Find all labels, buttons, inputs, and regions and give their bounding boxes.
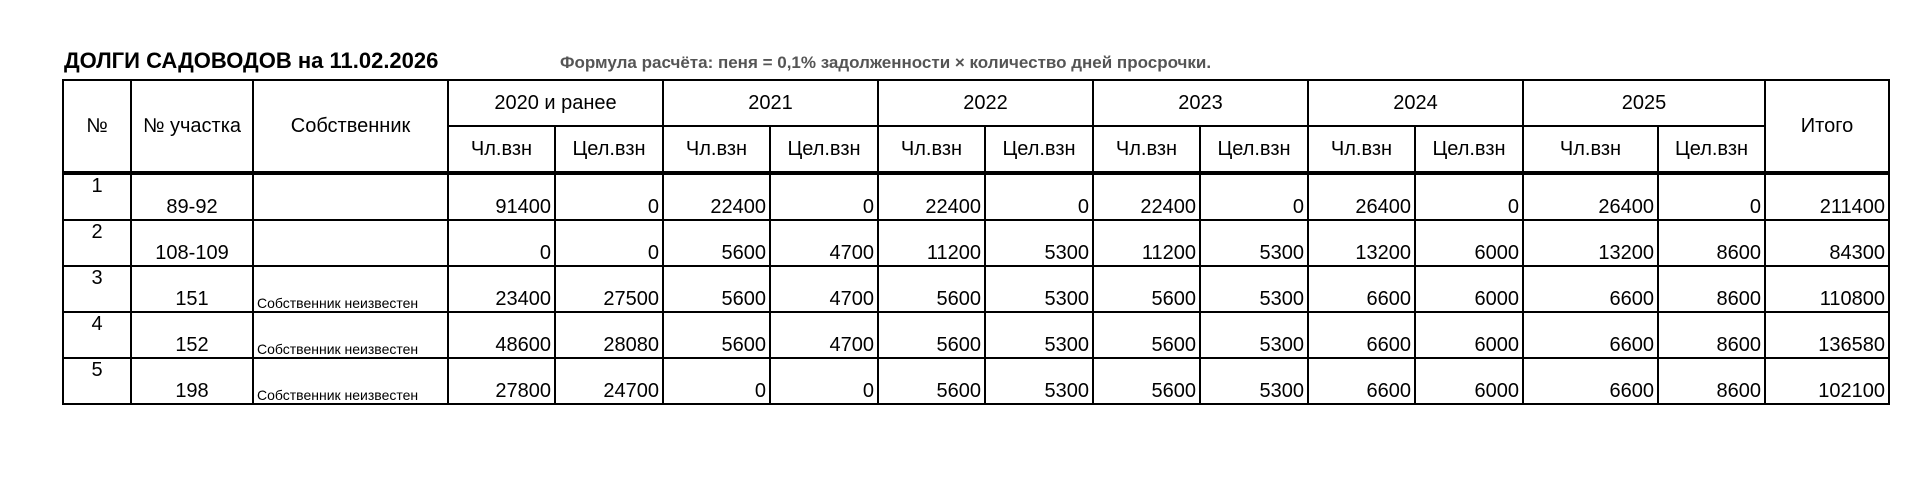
header-member-fee: Чл.взн bbox=[448, 126, 555, 172]
header-year: 2023 bbox=[1093, 80, 1308, 126]
row-num: 2 bbox=[63, 220, 131, 266]
header-total: Итого bbox=[1765, 80, 1889, 172]
fee-cell: 5600 bbox=[663, 266, 770, 312]
fee-cell: 0 bbox=[770, 174, 878, 220]
owner-name bbox=[253, 174, 448, 220]
owner-name: Собственник неизвестен bbox=[253, 358, 448, 404]
fee-cell: 13200 bbox=[1523, 220, 1658, 266]
fee-cell: 6600 bbox=[1308, 312, 1415, 358]
fee-cell: 0 bbox=[985, 174, 1093, 220]
header-target-fee: Цел.взн bbox=[1415, 126, 1523, 172]
owner-name: Собственник неизвестен bbox=[253, 266, 448, 312]
fee-cell: 6000 bbox=[1415, 312, 1523, 358]
debts-table bbox=[62, 79, 1890, 405]
fee-cell: 22400 bbox=[878, 174, 985, 220]
plot-number: 152 bbox=[131, 312, 253, 358]
table-row bbox=[63, 312, 1889, 358]
row-num: 1 bbox=[63, 174, 131, 220]
fee-cell: 5600 bbox=[663, 312, 770, 358]
fee-cell: 0 bbox=[448, 220, 555, 266]
row-num: 3 bbox=[63, 266, 131, 312]
fee-cell: 0 bbox=[1200, 174, 1308, 220]
table-row bbox=[63, 174, 1889, 220]
fee-cell: 5600 bbox=[878, 266, 985, 312]
header-year: 2025 bbox=[1523, 80, 1765, 126]
fee-cell: 6000 bbox=[1415, 358, 1523, 404]
plot-number: 89-92 bbox=[131, 174, 253, 220]
fee-cell: 0 bbox=[1415, 174, 1523, 220]
fee-cell: 27500 bbox=[555, 266, 663, 312]
fee-cell: 5300 bbox=[985, 358, 1093, 404]
fee-cell: 5300 bbox=[1200, 312, 1308, 358]
table-row bbox=[63, 358, 1889, 404]
fee-cell: 8600 bbox=[1658, 312, 1765, 358]
header-member-fee: Чл.взн bbox=[878, 126, 985, 172]
fee-cell: 26400 bbox=[1308, 174, 1415, 220]
row-total: 102100 bbox=[1765, 358, 1889, 404]
row-num: 5 bbox=[63, 358, 131, 404]
fee-cell: 5300 bbox=[985, 312, 1093, 358]
fee-cell: 5600 bbox=[663, 220, 770, 266]
fee-cell: 5300 bbox=[1200, 220, 1308, 266]
header-year: 2021 bbox=[663, 80, 878, 126]
row-total: 84300 bbox=[1765, 220, 1889, 266]
row-num: 4 bbox=[63, 312, 131, 358]
fee-cell: 5600 bbox=[1093, 312, 1200, 358]
header-owner: Собственник bbox=[253, 80, 448, 172]
fee-cell: 4700 bbox=[770, 220, 878, 266]
row-total: 211400 bbox=[1765, 174, 1889, 220]
header-year: 2020 и ранее bbox=[448, 80, 663, 126]
fee-cell: 4700 bbox=[770, 312, 878, 358]
fee-cell: 0 bbox=[555, 220, 663, 266]
plot-number: 151 bbox=[131, 266, 253, 312]
fee-cell: 23400 bbox=[448, 266, 555, 312]
fee-cell: 8600 bbox=[1658, 220, 1765, 266]
header-member-fee: Чл.взн bbox=[1093, 126, 1200, 172]
header-target-fee: Цел.взн bbox=[985, 126, 1093, 172]
header-target-fee: Цел.взн bbox=[555, 126, 663, 172]
fee-cell: 6000 bbox=[1415, 266, 1523, 312]
header-target-fee: Цел.взн bbox=[1658, 126, 1765, 172]
header-num: № bbox=[63, 80, 131, 172]
fee-cell: 5600 bbox=[878, 358, 985, 404]
fee-cell: 24700 bbox=[555, 358, 663, 404]
fee-cell: 22400 bbox=[663, 174, 770, 220]
fee-cell: 11200 bbox=[878, 220, 985, 266]
fee-cell: 6600 bbox=[1308, 266, 1415, 312]
fee-cell: 6600 bbox=[1523, 312, 1658, 358]
owner-name bbox=[253, 220, 448, 266]
fee-cell: 5300 bbox=[1200, 266, 1308, 312]
fee-cell: 13200 bbox=[1308, 220, 1415, 266]
fee-cell: 26400 bbox=[1523, 174, 1658, 220]
fee-cell: 0 bbox=[555, 174, 663, 220]
fee-cell: 5300 bbox=[985, 266, 1093, 312]
fee-cell: 6000 bbox=[1415, 220, 1523, 266]
fee-cell: 4700 bbox=[770, 266, 878, 312]
fee-cell: 48600 bbox=[448, 312, 555, 358]
formula-note: Формула расчёта: пеня = 0,1% задолженности × количество дней просрочки. bbox=[560, 53, 1212, 72]
table-row bbox=[63, 220, 1889, 266]
fee-cell: 0 bbox=[1658, 174, 1765, 220]
fee-cell: 28080 bbox=[555, 312, 663, 358]
fee-cell: 5300 bbox=[985, 220, 1093, 266]
owner-name: Собственник неизвестен bbox=[253, 312, 448, 358]
fee-cell: 22400 bbox=[1093, 174, 1200, 220]
fee-cell: 8600 bbox=[1658, 266, 1765, 312]
header-year: 2024 bbox=[1308, 80, 1523, 126]
fee-cell: 0 bbox=[770, 358, 878, 404]
page-title: ДОЛГИ САДОВОДОВ на 11.02.2026 bbox=[64, 48, 439, 73]
header-year: 2022 bbox=[878, 80, 1093, 126]
row-total: 136580 bbox=[1765, 312, 1889, 358]
plot-number: 108-109 bbox=[131, 220, 253, 266]
plot-number: 198 bbox=[131, 358, 253, 404]
fee-cell: 5300 bbox=[1200, 358, 1308, 404]
header-member-fee: Чл.взн bbox=[663, 126, 770, 172]
fee-cell: 0 bbox=[663, 358, 770, 404]
fee-cell: 5600 bbox=[1093, 358, 1200, 404]
header-member-fee: Чл.взн bbox=[1308, 126, 1415, 172]
fee-cell: 6600 bbox=[1523, 266, 1658, 312]
header-target-fee: Цел.взн bbox=[1200, 126, 1308, 172]
header-target-fee: Цел.взн bbox=[770, 126, 878, 172]
fee-cell: 6600 bbox=[1523, 358, 1658, 404]
fee-cell: 5600 bbox=[1093, 266, 1200, 312]
header-row-years bbox=[63, 80, 1889, 126]
fee-cell: 6600 bbox=[1308, 358, 1415, 404]
table-row bbox=[63, 266, 1889, 312]
row-total: 110800 bbox=[1765, 266, 1889, 312]
fee-cell: 27800 bbox=[448, 358, 555, 404]
fee-cell: 8600 bbox=[1658, 358, 1765, 404]
header-plot: № участка bbox=[131, 80, 253, 172]
header-member-fee: Чл.взн bbox=[1523, 126, 1658, 172]
fee-cell: 5600 bbox=[878, 312, 985, 358]
fee-cell: 91400 bbox=[448, 174, 555, 220]
fee-cell: 11200 bbox=[1093, 220, 1200, 266]
